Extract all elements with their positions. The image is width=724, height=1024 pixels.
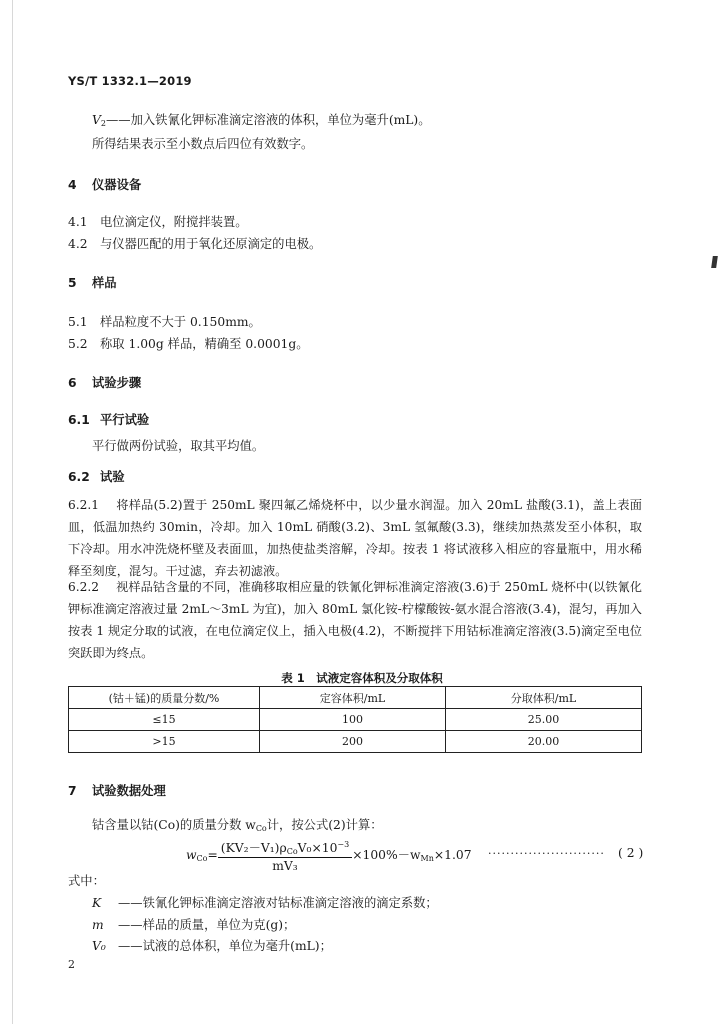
subscript: Co [286,847,298,856]
table-1 [68,686,642,753]
symbol: m [92,918,104,932]
clause-5-1 [68,312,261,330]
v2-text: ——加入铁氰化钾标准滴定溶液的体积，单位为毫升(mL)。 [105,113,431,127]
scan-mark [711,256,718,268]
section-title: 试验步骤 [92,376,142,390]
section-number: 4 [68,178,77,192]
v2-definition [92,110,431,128]
paragraph-text: 将样品(5.2)置于 250mL 聚四氟乙烯烧杯中，以少量水润湿。加入 20mL 盐酸(3.1)，盖上表面皿，低温加热约 30min，冷却。加入 10mL 硝酸(3.2)、3mL 氢氟酸(3.3)，继续加热蒸发至小体积，取下冷却。用水冲洗烧杯壁及表面皿，加热使盐类溶解，冷却。按表 1 将试液移入相应的容量瓶中，用水稀释至刻度，混匀。干过滤，弃去初滤液。 [68,498,642,578]
paragraph-6-2-1 [68,494,642,582]
section-title: 试验数据处理 [92,784,166,798]
clause-text: 电位滴定仪，附搅拌装置。 [100,215,248,229]
table-1-caption: 表 1 试液定容体积及分取体积 [281,671,443,685]
section-title: 仪器设备 [92,178,142,192]
where-label: 式中： [68,874,105,888]
symbol: K [92,896,102,910]
clause-text: 与仪器匹配的用于氧化还原滴定的电极。 [100,237,322,251]
v2-subscript: 2 [100,119,106,128]
section-number: 5 [68,276,77,290]
numerator-tail: V₀×10 [297,841,338,855]
clause-number: 6.1 [68,413,90,427]
header-cell: 分取体积/mL [446,687,642,709]
superscript: −3 [337,840,350,849]
result-note: 所得结果表示至小数点后四位有效数字。 [92,137,314,151]
paragraph-6-2-2 [68,576,642,664]
definition-v0 [92,936,332,954]
table-row [69,731,642,753]
formula-fraction [218,838,352,873]
definition-m [92,915,295,933]
table-cell: 200 [260,731,446,753]
definition-text: ——样品的质量，单位为克(g)； [118,918,296,932]
equation-number: ( 2 ) [618,846,644,860]
clause-number: 4.2 [68,237,88,251]
clause-number: 5.2 [68,337,88,351]
table-row [69,709,642,731]
clause-title: 试验 [100,470,125,484]
section-number: 6 [68,376,77,390]
formula-2: $w_{Co}=$ $\frac{(KV_2-V_1)\rho_{Co}V_0\times 10^{-3}}{\text{mV₃}}$ $\times 100\%-w_{Mn}\times 1.07$ [186,840,472,873]
clause-number: 6.2 [68,470,90,484]
table-header-row [69,687,642,709]
clause-4-1 [68,212,248,230]
numerator-text: (KV₂－V₁)ρ [220,841,287,855]
table-cell: >15 [69,731,260,753]
section-4-heading [68,175,141,193]
section-7-heading [68,781,166,799]
clause-number: 6.2.1 [68,498,100,512]
formula-tail: ×100%－w [352,848,421,862]
clause-text: 称取 1.00g 样品，精确至 0.0001g。 [100,337,309,351]
clause-text: 样品粒度不大于 0.150mm。 [100,315,261,329]
clause-number: 5.1 [68,315,88,329]
section-title: 样品 [92,276,117,290]
table-cell: ≤15 [69,709,260,731]
symbol: V₀ [92,939,106,953]
definition-k [92,893,438,911]
table-cell: 100 [260,709,446,731]
header-cell: (钴＋锰)的质量分数/% [69,687,260,709]
clause-number: 4.1 [68,215,88,229]
definition-text: ——铁氰化钾标准滴定溶液对钴标准滴定溶液的滴定系数； [118,896,438,910]
clause-number: 6.2.2 [68,580,100,594]
formula-tail-2: ×1.07 [433,848,472,862]
page-number: 2 [68,958,75,971]
table-cell: 20.00 [446,731,642,753]
header-cell: 定容体积/mL [260,687,446,709]
leader-dots: ·························· [488,847,605,860]
subscript: Co [196,854,208,863]
section-number: 7 [68,784,77,798]
clause-6-1-heading [68,410,149,428]
section-5-heading [68,273,117,291]
standard-header: YS/T 1332.1—2019 [68,74,192,88]
clause-6-1-text: 平行做两份试验，取其平均值。 [92,439,265,453]
denominator: mV₃ [272,859,298,873]
clause-title: 平行试验 [100,413,150,427]
intro-tail: 计，按公式(2)计算： [266,818,383,832]
table-cell: 25.00 [446,709,642,731]
intro-text: 钴含量以钴(Co)的质量分数 w [92,818,256,832]
paragraph-text: 视样品钴含量的不同，准确移取相应量的铁氰化钾标准滴定溶液(3.6)于 250mL 烧杯中(以铁氰化钾标准滴定溶液过量 2mL～3mL 为宜)，加入 80mL 氯化铵-柠檬酸铵-氨水混合溶液(3.4)，混匀，再加入按表 1 规定分取的试液，在电位滴定仪上，插入电极(4.2)，不断搅拌下用钴标准滴定溶液(3.5)滴定至电位突跃即为终点。 [68,580,642,660]
formula-intro [92,815,383,833]
definition-text: ——试液的总体积，单位为毫升(mL)； [118,939,332,953]
subscript: Co [255,824,267,833]
subscript: Mn [420,854,434,863]
clause-6-2-heading [68,467,125,485]
clause-5-2 [68,334,309,352]
numerator [218,838,352,858]
clause-4-2 [68,234,321,252]
formula-lhs: w [186,848,197,862]
section-6-heading [68,373,141,391]
page-edge [12,0,13,1024]
v2-symbol: V [92,113,101,127]
